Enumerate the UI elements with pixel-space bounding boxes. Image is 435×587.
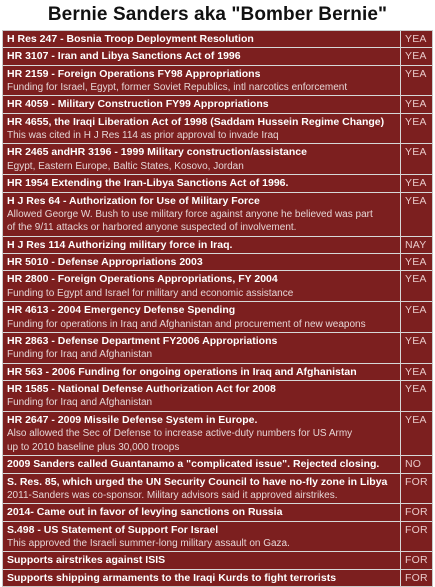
- vote-value: YEA: [401, 31, 432, 47]
- vote-value: NAY: [401, 237, 432, 253]
- vote-value: YEA: [401, 412, 432, 455]
- table-row: [3, 333, 432, 364]
- vote-value: FOR: [401, 474, 432, 504]
- table-row: [3, 31, 432, 48]
- bill-description: [3, 364, 401, 380]
- bill-description: [3, 175, 401, 191]
- table-row: [3, 456, 432, 473]
- bill-description: [3, 474, 401, 504]
- bill-title: H Res 247 - Bosnia Troop Deployment Resolution: [7, 33, 254, 45]
- page-title: Bernie Sanders aka "Bomber Bernie": [47, 4, 388, 25]
- bill-description: [3, 412, 401, 455]
- table-row: [3, 570, 432, 586]
- vote-value: YEA: [401, 96, 432, 112]
- bill-title: HR 4059 - Military Construction FY99 Appropriations: [7, 98, 269, 111]
- bill-description: [3, 66, 401, 96]
- bill-title: HR 2159 - Foreign Operations FY98 Appropriations: [7, 67, 261, 80]
- bill-title: HR 4613 - 2004 Emergency Defense Spending: [7, 304, 236, 317]
- table-row: [3, 237, 432, 254]
- table-row: [3, 381, 432, 412]
- bill-note: Funding to Egypt and Israel for military and economic assistance: [7, 287, 294, 299]
- vote-value: FOR: [401, 504, 432, 520]
- table-row: [3, 271, 432, 302]
- bill-description: [3, 522, 401, 552]
- bill-title: HR 1585 - National Defense Authorization Act for 2008: [7, 383, 276, 396]
- bill-title: H J Res 64 - Authorization for Use of Military Force: [7, 194, 260, 207]
- table-row: [3, 412, 432, 456]
- bill-description: [3, 114, 401, 144]
- bill-description: [3, 254, 401, 270]
- bill-note: Funding for Iraq and Afghanistan: [7, 349, 153, 361]
- bill-title: HR 3107 - Iran and Libya Sanctions Act of 1996: [7, 50, 241, 63]
- bill-note: Egypt, Eastern Europe, Baltic States, Kosovo, Jordan: [7, 160, 244, 172]
- bill-description: [3, 333, 401, 363]
- bill-title: HR 563 - 2006 Funding for ongoing operations in Iraq and Afghanistan: [7, 365, 357, 378]
- bill-note: of the 9/11 attacks or harbored anyone suspected of involvement.: [7, 222, 297, 234]
- table-row: [3, 364, 432, 381]
- bill-description: [3, 48, 401, 64]
- vote-value: YEA: [401, 144, 432, 174]
- bill-title: HR 1954 Extending the Iran-Libya Sanctions Act of 1996.: [7, 177, 289, 190]
- bill-description: [3, 456, 401, 472]
- vote-value: YEA: [401, 175, 432, 191]
- vote-value: YEA: [401, 193, 432, 236]
- bill-title: Supports airstrikes against ISIS: [7, 554, 166, 567]
- table-row: [3, 504, 432, 521]
- bill-description: [3, 302, 401, 332]
- vote-value: YEA: [401, 271, 432, 301]
- bill-description: [3, 31, 401, 47]
- table-row: [3, 302, 432, 333]
- vote-value: FOR: [401, 522, 432, 552]
- bill-title: 2009 Sanders called Guantanamo a "complicated issue". Rejected closing.: [7, 458, 380, 471]
- bill-title: S.498 - US Statement of Support For Israel: [7, 523, 219, 536]
- table-row: [3, 114, 432, 145]
- table-row: [3, 96, 432, 113]
- bill-note: 2011-Sanders was co-sponsor. Military advisors said it approved airstrikes.: [7, 489, 338, 501]
- bill-note: This approved the Israeli summer-long military assault on Gaza.: [7, 537, 290, 549]
- vote-value: YEA: [401, 333, 432, 363]
- vote-value: YEA: [401, 364, 432, 380]
- bill-description: [3, 504, 401, 520]
- bill-description: [3, 96, 401, 112]
- bill-title: Supports shipping armaments to the Iraqi Kurds to fight terrorists: [7, 571, 337, 584]
- vote-value: YEA: [401, 381, 432, 411]
- table-row: [3, 175, 432, 192]
- bill-description: [3, 193, 401, 236]
- vote-value: YEA: [401, 66, 432, 96]
- bill-title: HR 2465 andHR 3196 - 1999 Military construction/assistance: [7, 146, 307, 159]
- table-row: [3, 522, 432, 553]
- bill-description: [3, 570, 401, 586]
- vote-value: YEA: [401, 254, 432, 270]
- vote-value: FOR: [401, 570, 432, 586]
- table-row: [3, 144, 432, 175]
- bill-title: HR 2647 - 2009 Missile Defense System in Europe.: [7, 413, 258, 426]
- bill-note: up to 2010 baseline plus 30,000 troops: [7, 441, 180, 453]
- vote-table: [2, 30, 433, 587]
- table-row: [3, 254, 432, 271]
- vote-value: YEA: [401, 114, 432, 144]
- bill-description: [3, 237, 401, 253]
- bill-note: Funding for operations in Iraq and Afghanistan and procurement of new weapons: [7, 318, 366, 330]
- bill-title: S. Res. 85, which urged the UN Security Council to have no-fly zone in Libya: [7, 475, 388, 488]
- table-row: [3, 552, 432, 569]
- bill-title: HR 2863 - Defense Department FY2006 Appropriations: [7, 335, 278, 348]
- bill-title: HR 2800 - Foreign Operations Appropriations, FY 2004: [7, 273, 278, 286]
- bill-title: HR 5010 - Defense Appropriations 2003: [7, 256, 203, 269]
- bill-description: [3, 381, 401, 411]
- bill-note: Funding for Israel, Egypt, former Soviet Republics, intl narcotics enforcement: [7, 81, 348, 93]
- bill-note: This was cited in H J Res 114 as prior approval to invade Iraq: [7, 129, 279, 141]
- table-row: [3, 474, 432, 505]
- bill-title: 2014- Came out in favor of levying sanctions on Russia: [7, 506, 283, 519]
- vote-value: YEA: [401, 48, 432, 64]
- table-row: [3, 193, 432, 237]
- bill-title: H J Res 114 Authorizing military force in Iraq.: [7, 238, 233, 251]
- vote-value: YEA: [401, 302, 432, 332]
- bill-title: HR 4655, the Iraqi Liberation Act of 1998 (Saddam Hussein Regime Change): [7, 115, 385, 128]
- bill-note: Funding for Iraq and Afghanistan: [7, 397, 153, 409]
- bill-description: [3, 271, 401, 301]
- table-row: [3, 66, 432, 97]
- vote-value: FOR: [401, 552, 432, 568]
- bill-description: [3, 144, 401, 174]
- table-row: [3, 48, 432, 65]
- bill-description: [3, 552, 401, 568]
- bill-note: Also allowed the Sec of Defense to increase active-duty numbers for US Army: [7, 428, 353, 440]
- vote-value: NO: [401, 456, 432, 472]
- bill-note: Allowed George W. Bush to use military force against anyone he believed was part: [7, 208, 373, 220]
